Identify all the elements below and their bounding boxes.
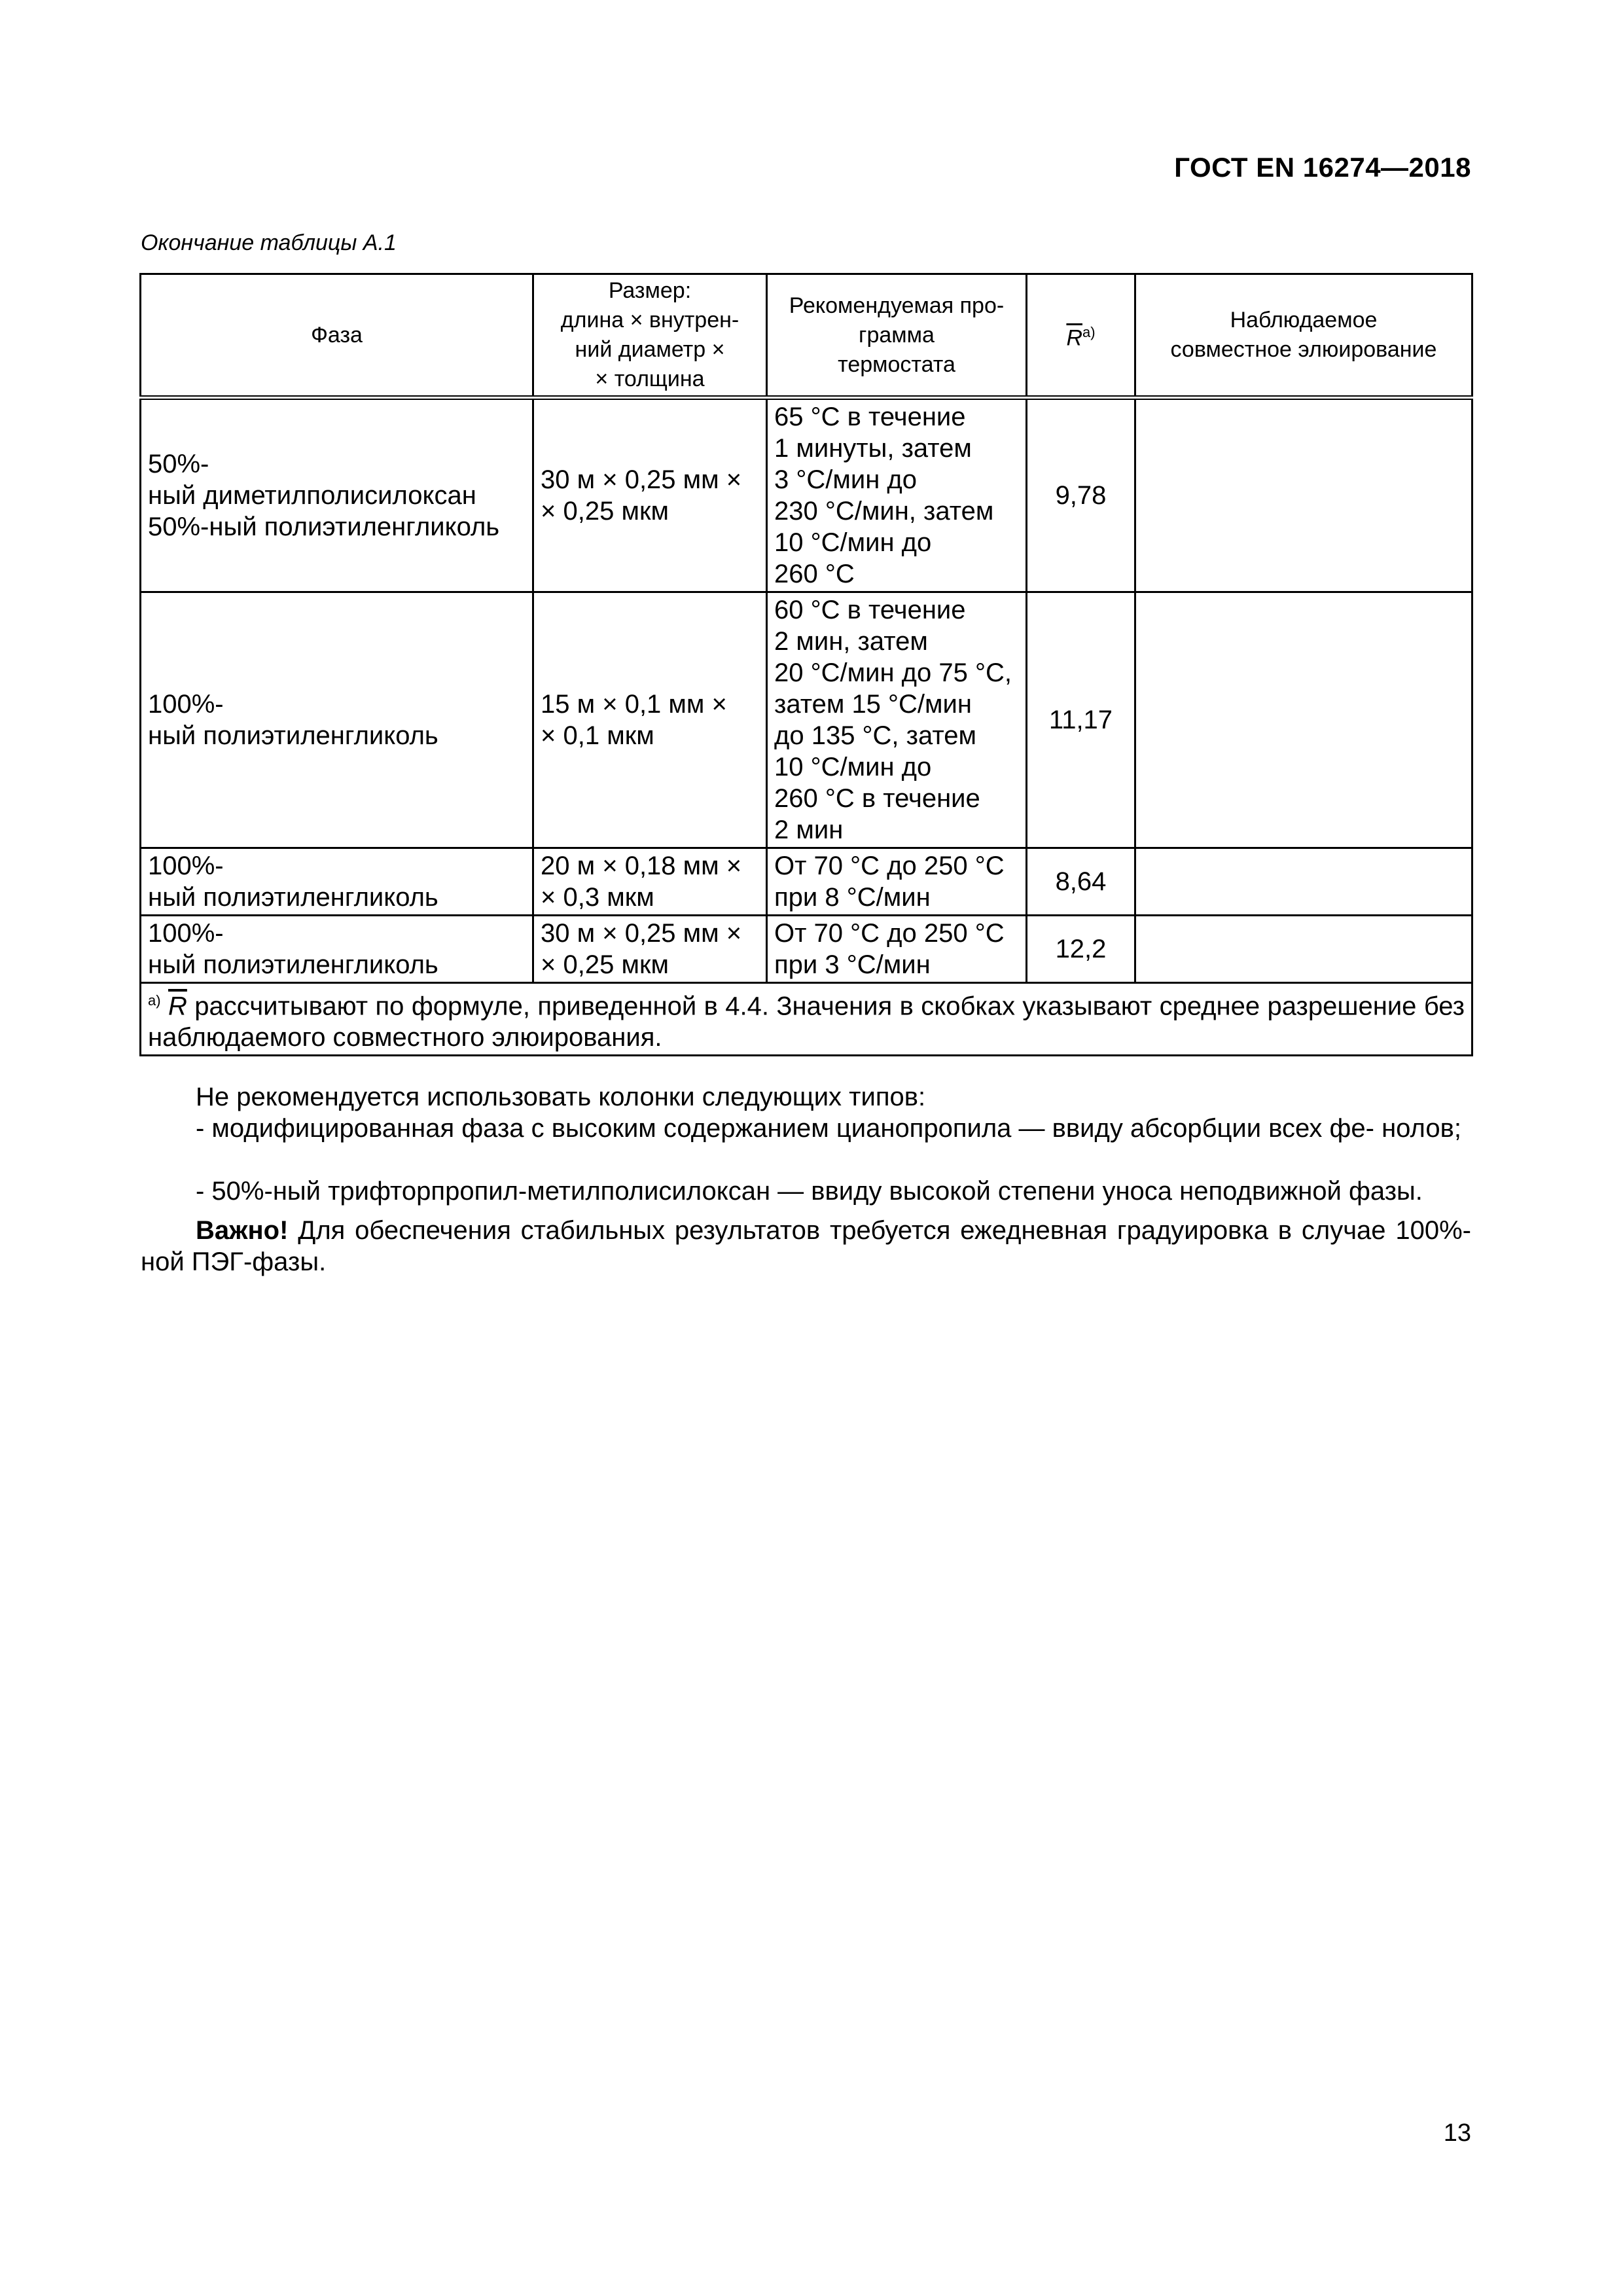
table-header-row [141,274,1472,398]
important-text: Для обеспечения стабильных результатов требуется ежедневная градуировка в случае 100%-ной ПЭГ-фазы. [141,1216,1471,1276]
cell-r: 9,78 [1027,398,1135,592]
footnote-ref: a) [1082,323,1096,340]
cell-r: 8,64 [1027,848,1135,916]
footnote-text: рассчитывают по формуле, приведенной в 4.4. Значения в скобках указывают среднее разрешение без наблюдаемого совместного элюирования. [148,992,1465,1052]
list-item: - 50%-ный трифторпропил-метилполисилоксан — ввиду высокой степени уноса неподвижной фазы. [196,1177,1423,1206]
cell-size: 30 м × 0,25 мм × × 0,25 мкм [533,916,767,983]
r-bar-symbol: $\overline{R}$ [1066,325,1082,351]
cell-program: От 70 °С до 250 °С при 8 °С/мин [767,848,1027,916]
header-coelution: Наблюдаемое совместное элюирование [1135,274,1472,398]
table-row [141,916,1472,983]
cell-phase: 50%- ный диметилполисилоксан 50%-ный полиэтиленгликоль [141,398,533,592]
cell-r: 11,17 [1027,592,1135,848]
table-row [141,592,1472,848]
paragraph-intro: Не рекомендуется использовать колонки следующих типов: [196,1083,926,1111]
cell-phase: 100%- ный полиэтиленгликоль [141,848,533,916]
header-r [1027,274,1135,398]
page-number: 13 [1443,2119,1471,2147]
paragraph-important [141,1215,1471,1278]
table-caption: Окончание таблицы А.1 [141,230,397,255]
cell-phase: 100%- ный полиэтиленгликоль [141,592,533,848]
header-program: Рекомендуемая про- грамма термостата [767,274,1027,398]
standard-header: ГОСТ EN 16274—2018 [1174,152,1471,183]
footnote-mark: a) [148,992,161,1009]
cell-phase: 100%- ный полиэтиленгликоль [141,916,533,983]
header-size: Размер: длина × внутрен- ний диаметр × × толщина [533,274,767,398]
cell-program: 60 °С в течение 2 мин, затем 20 °С/мин до 75 °С, затем 15 °С/мин до 135 °С, затем 10 °С/мин до 260 °С в течение 2 мин [767,592,1027,848]
important-label: Важно! [196,1216,289,1245]
header-phase: Фаза [141,274,533,398]
list-item: - модифицированная фаза с высоким содержанием цианопропила — ввиду абсорбции всех фе- нолов; [196,1114,1461,1143]
table-footnote-row [141,983,1472,1056]
cell-program: 65 °С в течение 1 минуты, затем 3 °С/мин до 230 °С/мин, затем 10 °С/мин до 260 °С [767,398,1027,592]
cell-size: 20 м × 0,18 мм × × 0,3 мкм [533,848,767,916]
table-row [141,848,1472,916]
table-footnote [141,983,1472,1056]
cell-size: 30 м × 0,25 мм × × 0,25 мкм [533,398,767,592]
cell-coelution [1135,592,1472,848]
cell-coelution [1135,848,1472,916]
table-a1 [139,273,1473,1056]
cell-program: От 70 °С до 250 °С при 3 °С/мин [767,916,1027,983]
table-row [141,398,1472,592]
cell-coelution [1135,916,1472,983]
cell-coelution [1135,398,1472,592]
cell-size: 15 м × 0,1 мм × × 0,1 мкм [533,592,767,848]
r-bar-symbol: $\overline{R}$ [168,992,187,1021]
cell-r: 12,2 [1027,916,1135,983]
